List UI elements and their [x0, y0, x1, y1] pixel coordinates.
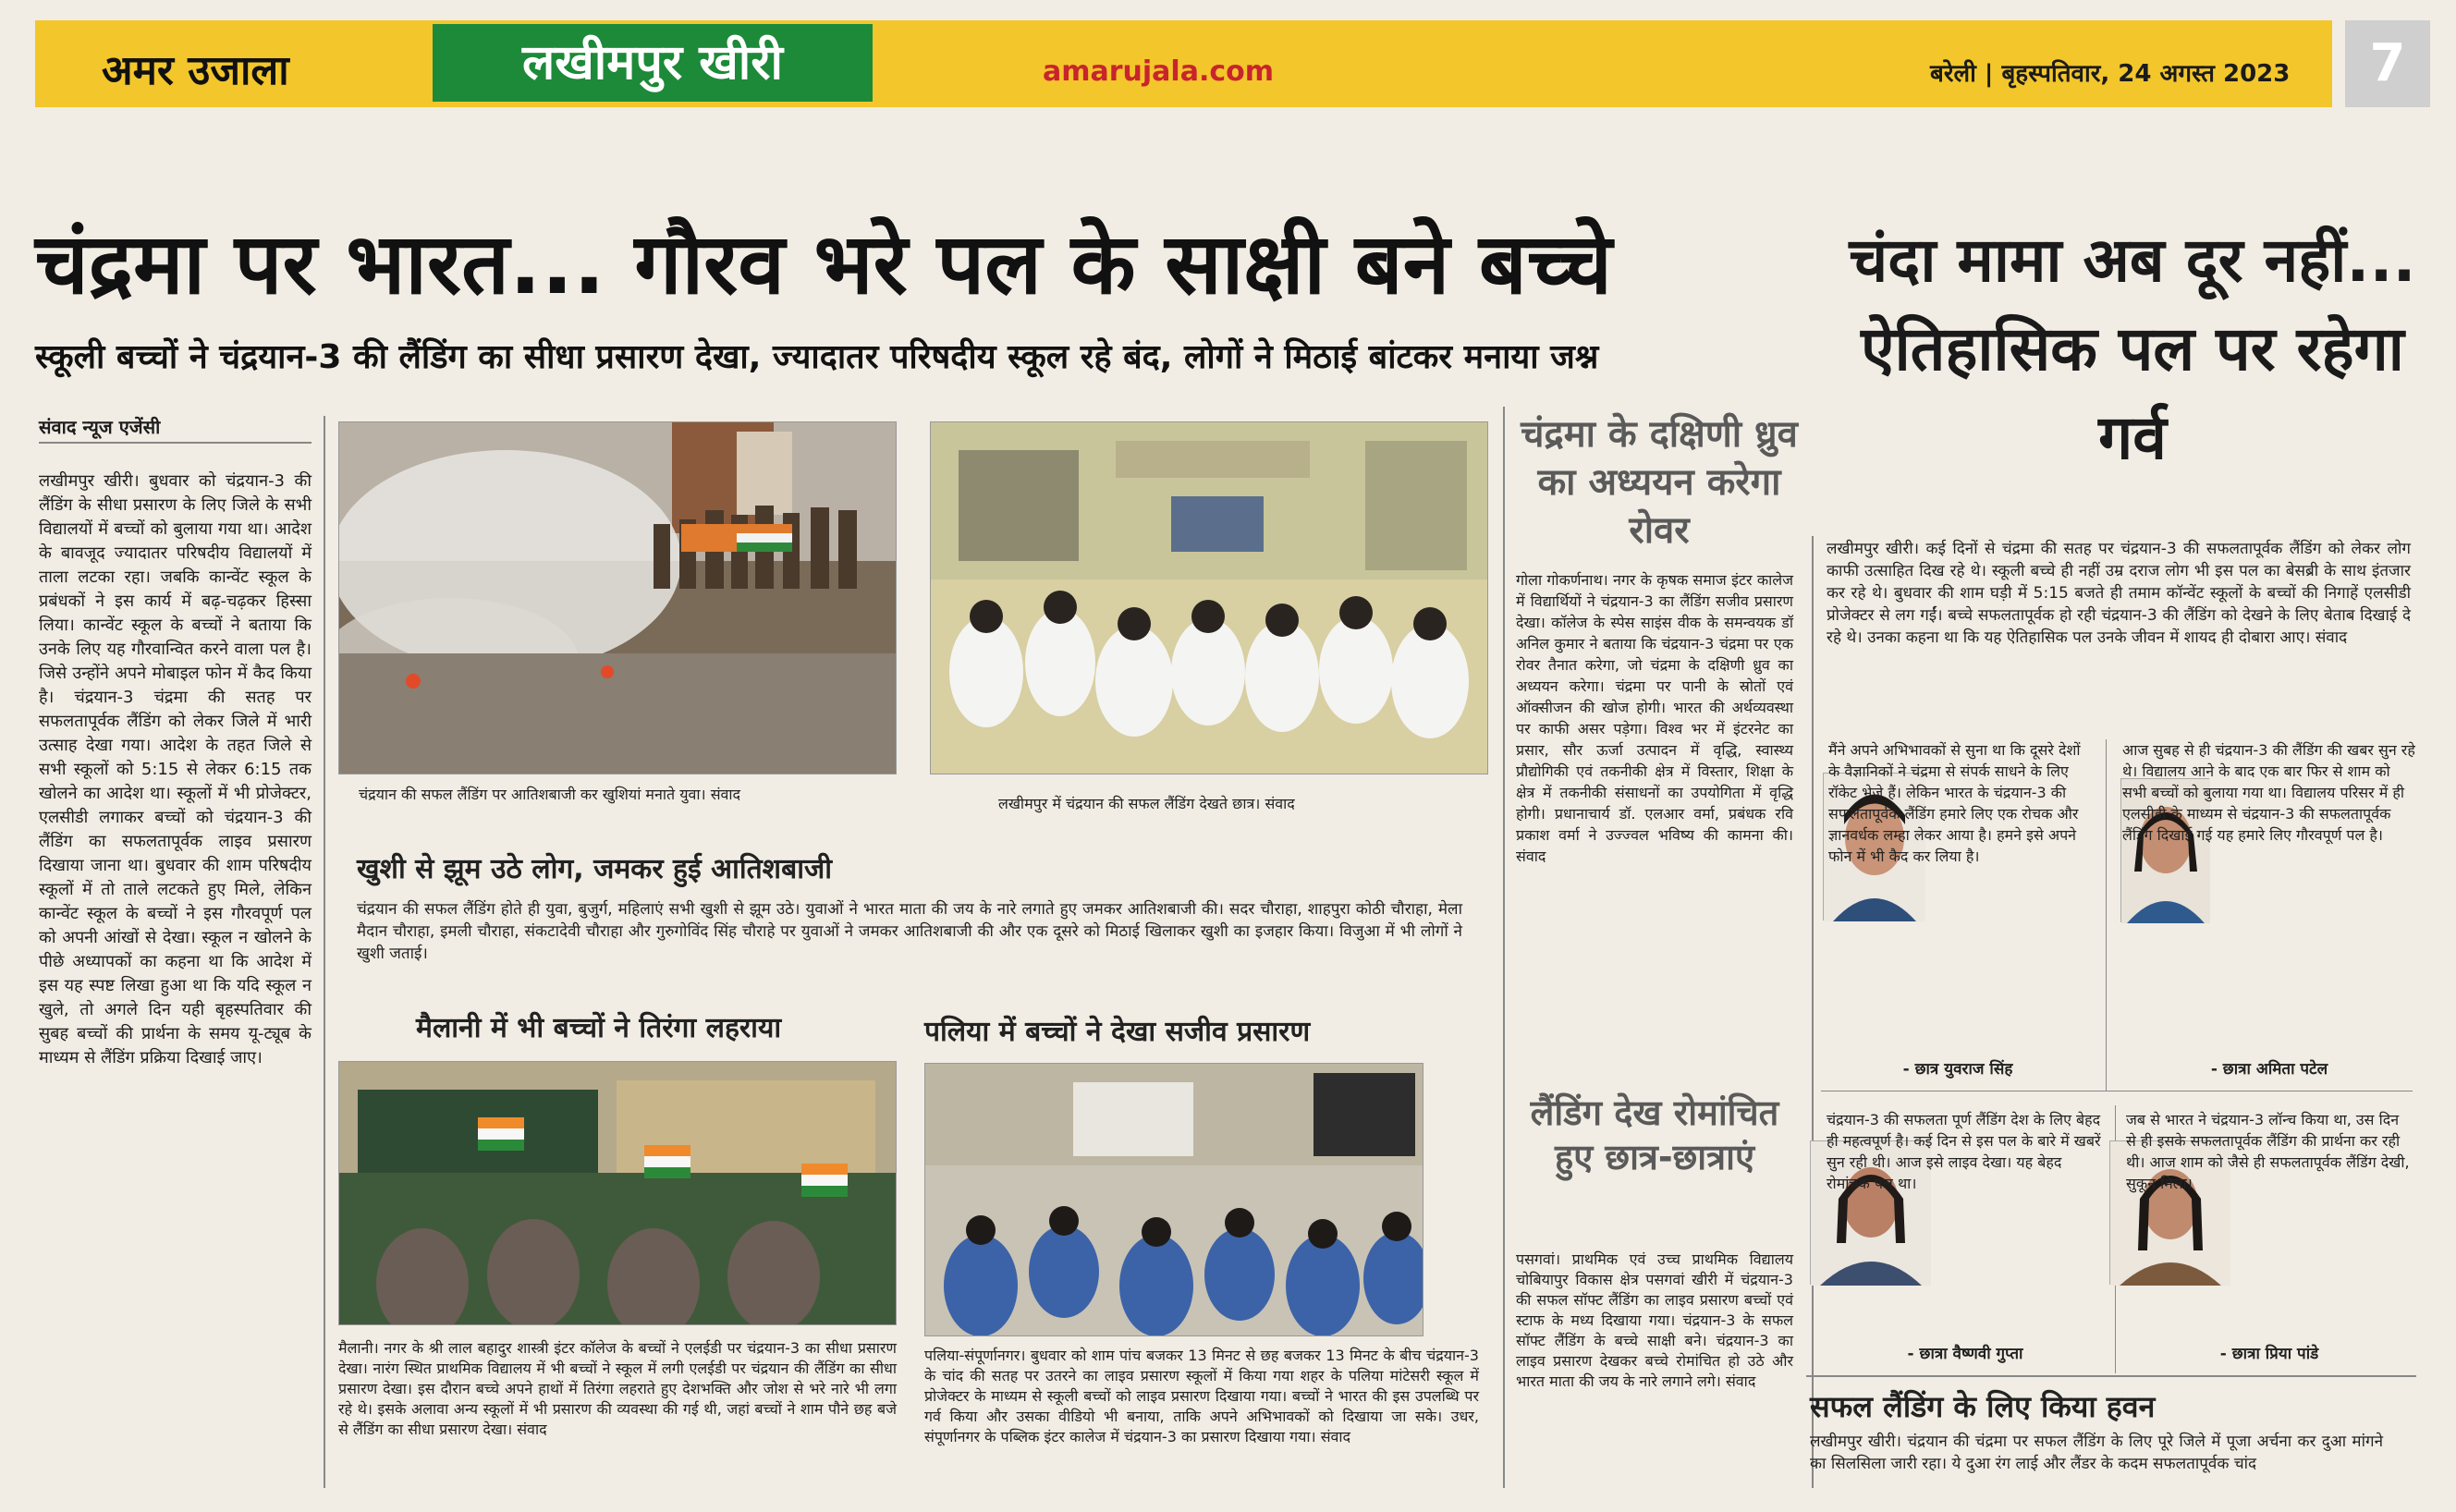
- havan-heading: सफल लैंडिंग के लिए किया हवन: [1810, 1389, 2156, 1424]
- mailani-heading: मैलानी में भी बच्चों ने तिरंगा लहराया: [416, 1012, 782, 1044]
- fireworks-image: [339, 422, 897, 774]
- palia-image: [925, 1064, 1424, 1336]
- right-story-body: लखीमपुर खीरी। कई दिनों से चंद्रमा की सतह पर चंद्रयान-3 की सफलतापूर्वक लैंडिंग को लेकर लोग काफी उत्साहित दिख रहे थे। स्कूली बच्चे ही नहीं उम्र दराज लोग भी इस पल का बेसब्री के साथ इंतजार कर रहे थे। बुधवार की शाम घड़ी में 5:15 बजते ही तमाम कॉन्वेंट स्कूलों के बच्चों की निगाहें एलसीडी प्रोजेक्टर से लग गईं। बच्चे सफलतापूर्वक हो रही चंद्रयान-3 की लैंडिंग को देखने के लिए बेताब दिखाई दे रहे थे। उनका कहना था कि यह ऐतिहासिक पल उनके जीवन में शायद ही दोबारा आए। संवाद: [1827, 540, 2411, 647]
- havan-body: लखीमपुर खीरी। चंद्रयान की चंद्रमा पर सफल लैंडिंग के लिए पूरे जिले में पूजा अर्चना कर दुआ मांगने का सिलसिला जारी रहा। ये दुआ रंग लाई और लैंडर के कदम सफलतापूर्वक चांद: [1810, 1433, 2383, 1473]
- column-divider: [324, 416, 325, 1488]
- column-divider: [1812, 536, 1814, 1488]
- quote-attribution: - छात्रा अमिता पटेल: [2210, 1060, 2328, 1079]
- classroom-caption: लखीमपुर में चंद्रयान की सफल लैंडिंग देखते छात्र। संवाद: [998, 795, 1295, 812]
- classroom-image: [931, 422, 1488, 774]
- main-headline: चंद्रमा पर भारत... गौरव भरे पल के साक्षी बने बच्चे: [35, 216, 1612, 313]
- thrilled-heading: लैंडिंग देख रोमांचित हुए छात्र-छात्राएं: [1530, 1092, 1779, 1177]
- edition-date: बरेली | बृहस्पतिवार, 24 अगस्त 2023: [1930, 60, 2291, 88]
- divider: [39, 442, 312, 444]
- mailani-image: [339, 1062, 897, 1325]
- quote-attribution: - छात्र युवराज सिंह: [1902, 1060, 2013, 1079]
- classroom-photo: [930, 421, 1488, 774]
- page-number: 7: [2345, 20, 2430, 107]
- thrilled-body: पसगवां। प्राथमिक एवं उच्च प्राथमिक विद्यालय चोबियापुर विकास क्षेत्र पसगवां खीरी में चंद्रयान-3 की सफल सॉफ्ट लैंडिंग का लाइव प्रसारण बच्चों एवं स्टाफ के मध्य दिखाया गया। चंद्रयान-3 के सफल सॉफ्ट लैंडिंग के बच्चे साक्षी बने। चंद्रयान-3 का लाइव प्रसारण देखकर बच्चे रोमांचित हो उठे और भारत माता की जय के नारे लगाने लगे। संवाद: [1516, 1250, 1793, 1390]
- newspaper-logo: अमर उजाला: [102, 47, 289, 94]
- fireworks-photo: [338, 421, 897, 774]
- website: amarujala.com: [1043, 55, 1275, 88]
- divider: [1806, 1375, 2416, 1377]
- palia-heading: पलिया में बच्चों ने देखा सजीव प्रसारण: [924, 1016, 1311, 1048]
- quote-text: मैंने अपने अभिभावकों से सुना था कि दूसरे देशों के वैज्ञानिकों ने चंद्रमा से संपर्क साधने के लिए रॉकेट भेजे हैं। लेकिन भारत के चंद्रयान-3 की सफलतापूर्वक लैंडिंग हमारे लिए एक रोचक और ज्ञानवर्धक लम्हा लेकर आया है। हमने इसे अपने फोन में भी कैद कर लिया है।: [1828, 741, 2081, 865]
- quote-attribution: - छात्रा प्रिया पांडे: [2219, 1345, 2319, 1363]
- rover-heading: चंद्रमा के दक्षिणी ध्रुव का अध्ययन करेगा रोवर: [1521, 413, 1798, 552]
- column-divider: [1503, 407, 1505, 1488]
- main-subheadline: स्कूली बच्चों ने चंद्रयान-3 की लैंडिंग का सीधा प्रसारण देखा, ज्यादातर परिषदीय स्कूल रहे बंद, लोगों ने मिठाई बांटकर मनाया जश्न: [35, 338, 1599, 376]
- quote-text: आज सुबह से ही चंद्रयान-3 की लैंडिंग की खबर सुन रहे थे। विद्यालय आने के बाद एक बार फिर से शाम को सभी बच्चों को बुलाया गया था। विद्यालय परिसर में ही एलसीडी के माध्यम से चंद्रयान-3 की सफलतापूर्वक लैंडिंग दिखाई गई यह हमारे लिए गौरवपूर्ण पल है।: [2122, 741, 2415, 844]
- edition-city: लखीमपुर खीरी: [433, 24, 873, 102]
- fireworks-caption: चंद्रयान की सफल लैंडिंग पर आतिशबाजी कर खुशियां मनाते युवा। संवाद: [359, 786, 741, 803]
- byline: संवाद न्यूज एजेंसी: [39, 416, 161, 438]
- quote-divider: [2106, 739, 2107, 1091]
- quote-attribution: - छात्रा वैष्णवी गुप्ता: [1907, 1345, 2023, 1363]
- celebration-body: चंद्रयान की सफल लैंडिंग होते ही युवा, बुजुर्ग, महिलाएं सभी खुशी से झूम उठे। युवाओं ने भारत माता की जय के नारे लगाते हुए जमकर आतिशबाजी की। सदर चौराहा, शाहपुरा कोठी चौराहा, मेला मैदान चौराहा, इमली चौराहा, संकटादेवी चौराहा और गुरुगोविंद सिंह चौराहे पर युवाओं ने जमकर आतिशबाजी की और एक दूसरे को मिठाई खिलाकर खुशी का इजहार किया। विजुआ में भी लोगों ने खुशी जताई।: [357, 900, 1462, 963]
- quote-text: जब से भारत ने चंद्रयान-3 लॉन्च किया था, उस दिन से ही इसके सफलतापूर्वक लैंडिंग की प्रार्थना कर रही थी। आज शाम को जैसे ही सफलतापूर्वक लैंडिंग देखी, सुकून मिला।: [2126, 1111, 2410, 1192]
- quote-text: चंद्रयान-3 की सफलता पूर्ण लैंडिंग देश के लिए बेहद ही महत्वपूर्ण है। कई दिन से इस पल के बारे में खबरें सुन रही थी। आज इसे लाइव देखा। यह बेहद रोमांचक पल था।: [1827, 1111, 2101, 1192]
- rover-body: गोला गोकर्णनाथ। नगर के कृषक समाज इंटर कालेज में विद्यार्थियों ने चंद्रयान-3 का लैंडिंग सजीव प्रसारण देखा। कॉलेज के स्पेस साइंस वीक के समन्वयक डॉ अनिल कुमार ने बताया कि चंद्रयान-3 चंद्रमा पर एक रोवर तैनात करेगा, जो चंद्रमा के दक्षिणी ध्रुव का अध्ययन करेगा। चंद्रमा पर पानी के स्रोतों एवं ऑक्सीजन की खोज होगी। भारत की अर्थव्यवस्था पर काफी असर पड़ेगा। विश्व भर में इंटरनेट का प्रसार, सौर ऊर्जा उत्पादन में वृद्धि, स्वास्थ्य प्रौद्योगिकी एवं तकनीकी क्षेत्र में विस्तार, शिक्षा के क्षेत्र में तकनीकी संसाधनों का उपयोगिता में वृद्धि होगी। प्रधानाचार्य डॉ. एलआर वर्मा, प्रबंधक रवि प्रकाश वर्मा ने उज्ज्वल भविष्य की कामना की। संवाद: [1516, 571, 1793, 865]
- celebration-heading: खुशी से झूम उठे लोग, जमकर हुई आतिशबाजी: [357, 853, 833, 885]
- mailani-photo: [338, 1061, 897, 1325]
- mailani-body: मैलानी। नगर के श्री लाल बहादुर शास्त्री इंटर कॉलेज के बच्चों ने एलईडी पर चंद्रयान-3 का सीधा प्रसारण देखा। नारंग स्थित प्राथमिक विद्यालय में भी बच्चों ने स्कूल में लगी एलईडी पर चंद्रयान की लैंडिंग का सीधा प्रसारण देखा। इस दौरान बच्चे अपने हाथों में तिरंगा लहराते हुए देशभक्ति और जोश से भरे नारे भी लगा रहे थे। इसके अलावा अन्य स्कूलों में भी प्रसारण की व्यवस्था की गई थी, जहां बच्चों ने शाम पौने छह बजे से लैंडिंग का सीधा प्रसारण देखा। संवाद: [338, 1339, 897, 1438]
- main-story-body: लखीमपुर खीरी। बुधवार को चंद्रयान-3 की लैंडिंग के सीधा प्रसारण के लिए जिले के सभी विद्यालयों में बच्चों को बुलाया गया था। आदेश के बावजूद ज्यादातर परिषदीय विद्यालयों में ताला लटका रहा। जबकि कान्वेंट स्कूल के प्रबंधकों ने इस कार्य में बढ़-चढ़कर हिस्सा लिया। कान्वेंट स्कूल के बच्चों ने बताया कि उनके लिए यह गौरवान्वित करने वाला पल है। जिसे उन्होंने अपने मोबाइल फोन में कैद किया है। चंद्रयान-3 चंद्रमा की सतह पर सफलतापूर्वक लैंडिंग को लेकर जिले में भारी उत्साह देखा गया। आदेश के तहत जिले से सभी स्कूलों को 5:15 से लेकर 6:15 तक खोलने का आदेश था। स्कूलों में भी प्रोजेक्टर, एलसीडी लगाकर बच्चों को चंद्रयान-3 की लैंडिंग का सफलतापूर्वक लाइव प्रसारण दिखाया जाना था। बुधवार की शाम परिषदीय स्कूलों में तो ताले लटकते हुए मिले, लेकिन कान्वेंट स्कूल के बच्चों ने इस गौरवपूर्ण पल को अपनी आंखों से देखा। स्कूल न खोलने के पीछे अध्यापकों का कहना था कि आदेश में इस यह स्पष्ट लिखा हुआ था कि यदि स्कूल न खुले, तो अगले दिन यही बृहस्पतिवार की सुबह बच्चों की प्रार्थना के समय यू-ट्यूब के माध्यम से लैंडिंग प्रक्रिया दिखाई जाए।: [39, 471, 312, 1067]
- palia-photo: [924, 1063, 1424, 1336]
- right-headline: चंदा मामा अब दूर नहीं... ऐतिहासिक पल पर रहेगा गर्व: [1849, 225, 2416, 473]
- palia-body: पलिया-संपूर्णानगर। बुधवार को शाम पांच बजकर 13 मिनट से छह बजकर 13 मिनट के बीच चंद्रयान-3 के चांद की सतह पर उतरने का लाइव प्रसारण स्कूलों में किया गया शहर के पलिया मांटेसरी स्कूल में प्रोजेक्टर के माध्यम से स्कूली बच्चों को लाइव प्रसारण दिखाया गया। बच्चों ने भारत की इस उपलब्धि पर गर्व किया और उसका वीडियो भी बनाया, ताकि अपने अभिभावकों को दिखाया जा सके। उधर, संपूर्णानगर के पब्लिक इंटर कालेज में चंद्रयान-3 का प्रसारण दिखाया गया। संवाद: [924, 1347, 1479, 1445]
